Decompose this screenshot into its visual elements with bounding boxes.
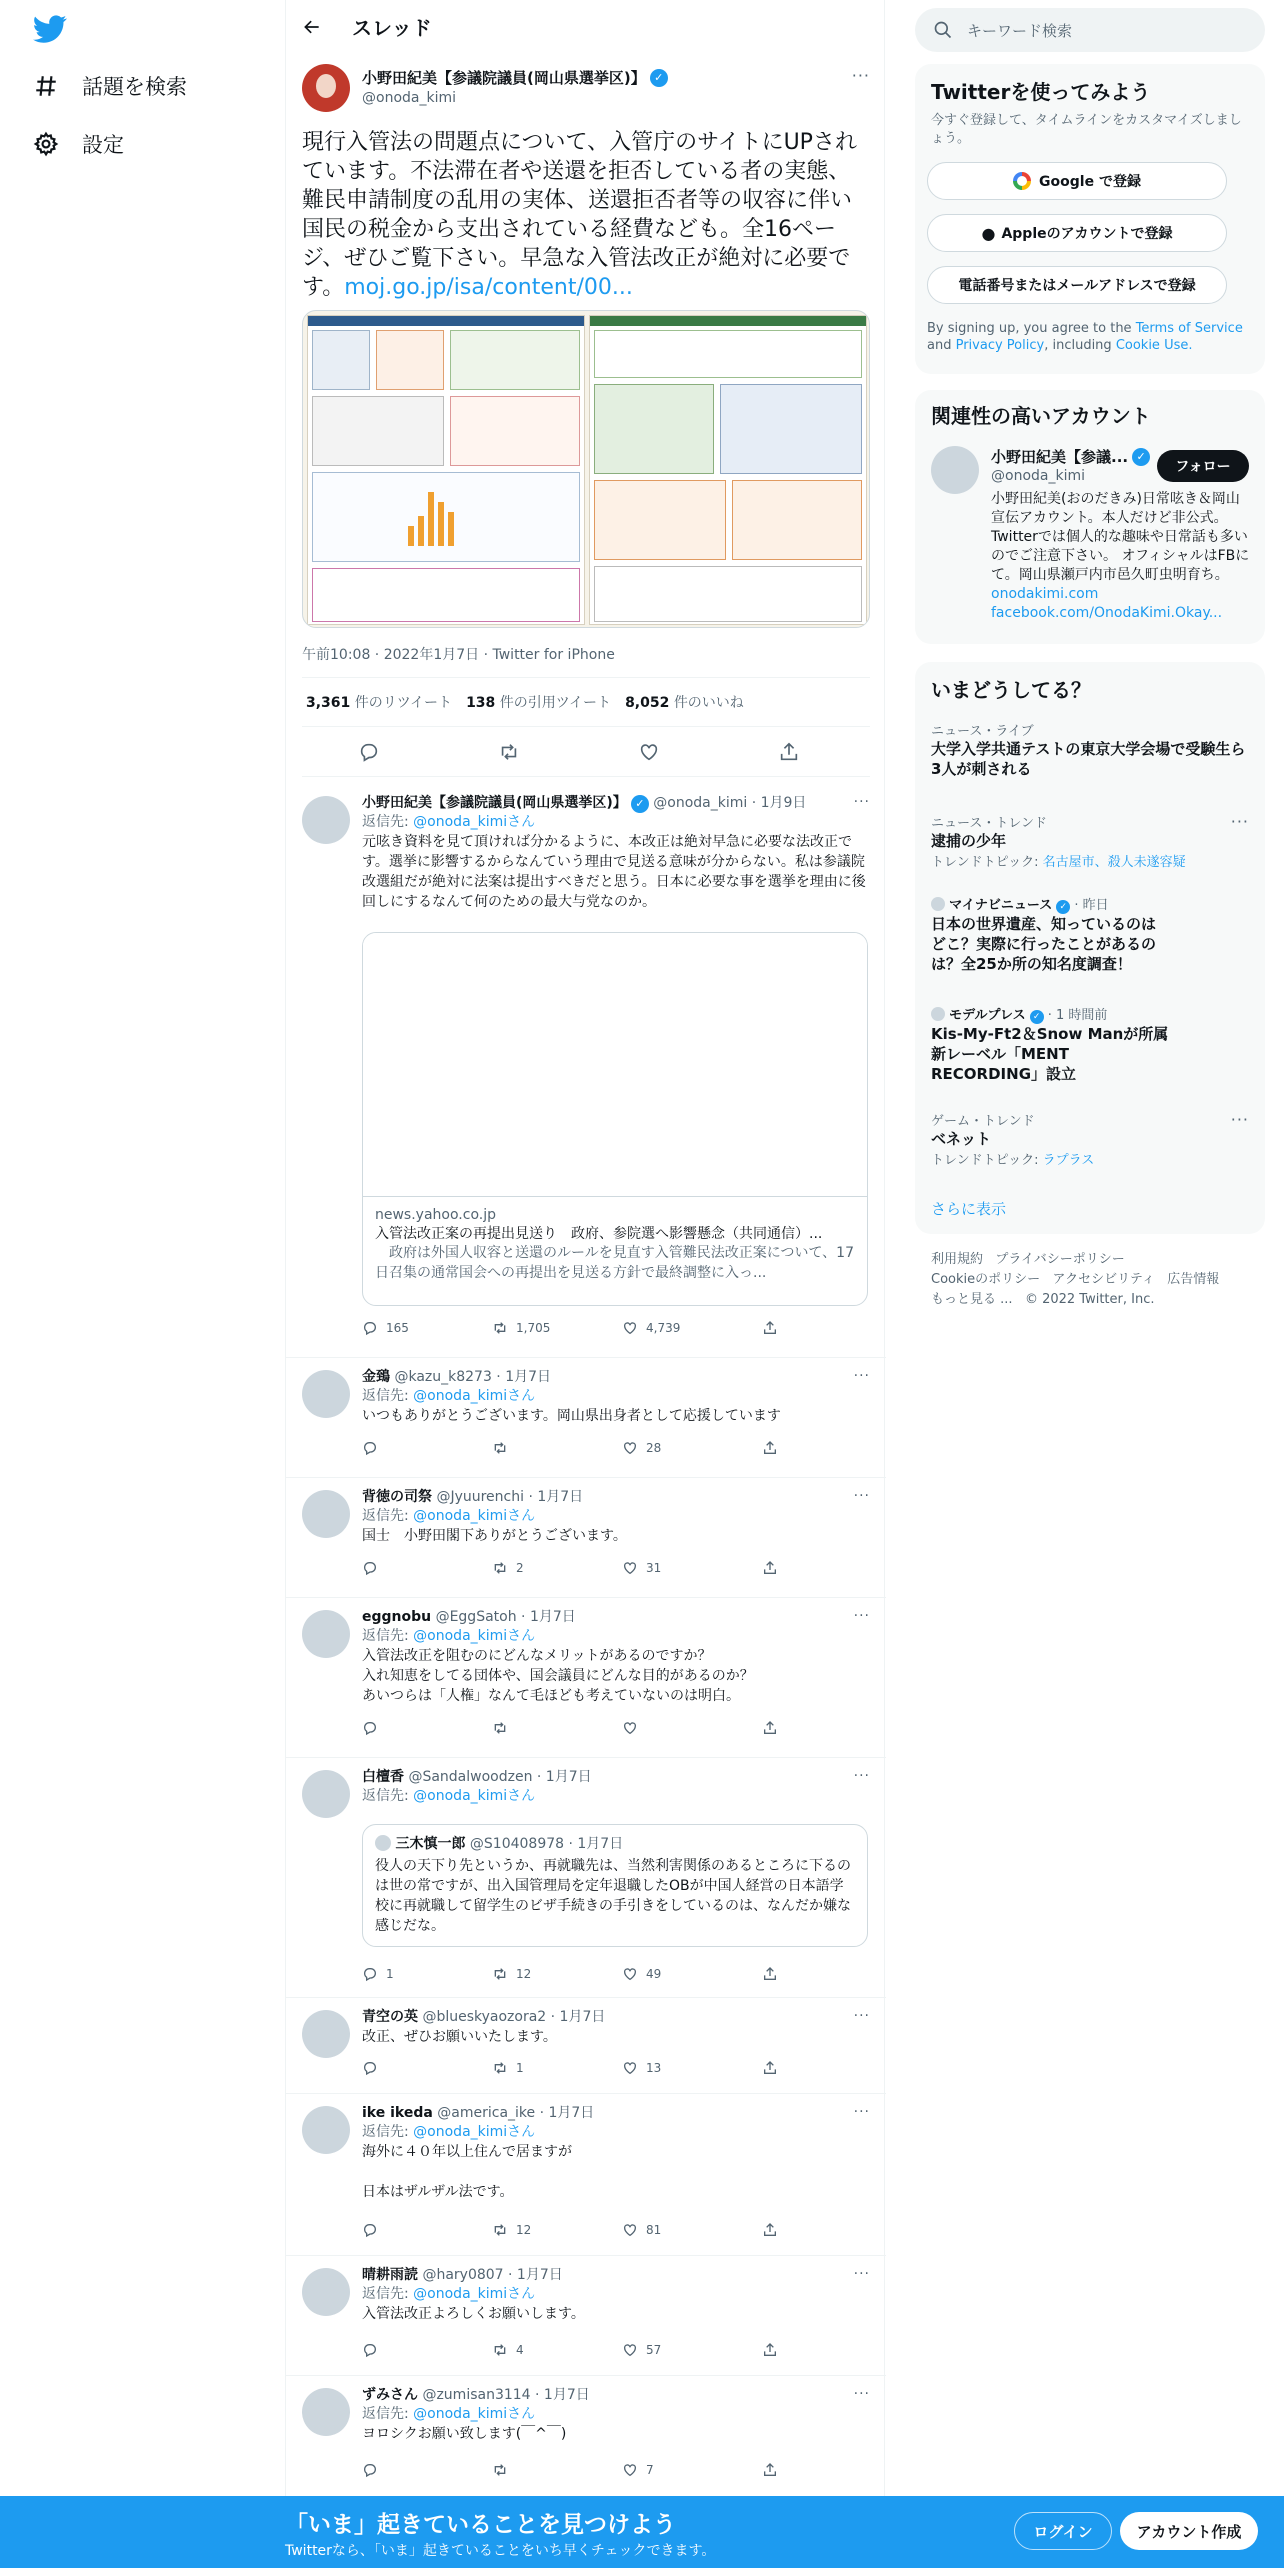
related-bio: 小野田紀美(おのだきみ)日常呟き＆岡山宣伝アカウント。本人だけど非公式。Twitterでは個人的な趣味や日常話も多いのでご注意下さい。 オフィシャルはFBにて。岡山県瀬戸内市邑久町虫明育ち。 onodakimi.com facebook.com/OnodaKimi.Okay... xyxy=(991,491,1250,621)
trend-item[interactable]: モデルプレス ✓ · 1 時間前 Kis-My-Ft2＆Snow Manが所属 新レーベル「MENT RECORDING」設立 xyxy=(931,1008,1169,1083)
signup-banner xyxy=(0,2496,1284,2568)
create-account-button[interactable]: アカウント作成 xyxy=(1120,2512,1258,2550)
like-icon[interactable]: 81 xyxy=(622,2222,661,2238)
author-handle[interactable]: @onoda_kimi xyxy=(362,90,456,106)
quotes-stat[interactable]: 138 件の引用ツイート xyxy=(466,695,612,711)
tweet-actions xyxy=(302,727,870,777)
hashtag-icon xyxy=(32,72,60,100)
author-name: 小野田紀美【参議院議員(岡山県選挙区)】 xyxy=(362,69,646,87)
share-icon[interactable] xyxy=(762,2060,786,2076)
avatar[interactable] xyxy=(302,64,350,112)
reply-icon[interactable]: 165 xyxy=(362,1320,409,1336)
more-options-icon[interactable]: ··· xyxy=(853,1608,870,1624)
retweet-icon[interactable] xyxy=(492,1720,516,1736)
reply-to-link[interactable]: @onoda_kimiさん xyxy=(413,1628,536,1644)
reply-author-name[interactable]: ike ikeda xyxy=(362,2105,433,2121)
more-options-icon[interactable]: ··· xyxy=(853,2386,870,2402)
reply-actions xyxy=(362,1440,812,1460)
retweet-icon[interactable]: 12 xyxy=(492,1966,531,1982)
more-options-icon[interactable]: ··· xyxy=(1230,812,1249,831)
card-image xyxy=(363,933,867,1197)
reply-author-name[interactable]: 背徳の司祭 xyxy=(362,1489,432,1505)
likes-stat[interactable]: 8,052 件のいいね xyxy=(625,695,744,711)
reply-handle[interactable]: @zumisan3114 · 1月7日 xyxy=(422,2387,590,2403)
gear-icon xyxy=(32,130,60,158)
more-options-icon[interactable]: ··· xyxy=(853,2104,870,2120)
more-options-icon[interactable]: ··· xyxy=(853,2008,870,2024)
reply-handle[interactable]: @blueskyaozora2 · 1月7日 xyxy=(422,2009,606,2025)
page-title: スレッド xyxy=(352,16,432,40)
quoted-tweet[interactable] xyxy=(362,1824,868,1947)
card-domain: news.yahoo.co.jp xyxy=(375,1207,496,1223)
retweet-icon[interactable]: 2 xyxy=(492,1560,524,1576)
signup-panel xyxy=(915,64,1265,374)
reply-handle[interactable]: @Jyuurenchi · 1月7日 xyxy=(436,1489,584,1505)
avatar[interactable] xyxy=(302,1490,350,1538)
footer-link[interactable]: 利用規約 xyxy=(931,1252,984,1267)
avatar[interactable] xyxy=(302,2106,350,2154)
nav-explore-label: 話題を検索 xyxy=(82,75,187,99)
tweet-image[interactable] xyxy=(302,310,870,628)
search-box[interactable] xyxy=(915,8,1265,52)
reply-tweet[interactable] xyxy=(286,1598,886,1758)
reply-author-name[interactable]: 金鵄 xyxy=(362,1369,390,1385)
like-icon[interactable]: 4,739 xyxy=(622,1320,680,1336)
reply-author-name[interactable]: ずみさん xyxy=(362,2387,418,2403)
document-page-right xyxy=(589,315,867,625)
trends-title: いまどうしてる？ xyxy=(931,678,1091,702)
reply-to: 返信先: @onoda_kimiさん xyxy=(362,2406,536,2422)
main-column xyxy=(285,0,885,2568)
reply-to-link[interactable]: @onoda_kimiさん xyxy=(413,2286,536,2302)
like-icon[interactable] xyxy=(622,1720,646,1736)
footer-link[interactable]: もっと見る ... xyxy=(931,1292,1013,1307)
reply-actions xyxy=(362,2222,812,2242)
share-icon[interactable] xyxy=(762,2222,786,2238)
footer-link[interactable]: Cookieのポリシー xyxy=(931,1272,1041,1287)
quote-text: 役人の天下り先というか、再就職先は、当然利害関係のあるところに下るのは世の常ですが、出入国管理局を定年退職したOBが中国人経営の日本語学校に再就職して留学生のビザ手続きの手引きをしているのは、なんだか嫌な感じだな。 xyxy=(375,1858,851,1934)
nav-settings[interactable] xyxy=(32,124,124,164)
share-icon[interactable] xyxy=(762,1720,786,1736)
more-options-icon[interactable]: ··· xyxy=(1230,1110,1249,1129)
follow-button[interactable]: フォロー xyxy=(1157,450,1249,482)
avatar[interactable] xyxy=(302,2010,350,2058)
nav-settings-label: 設定 xyxy=(82,133,124,157)
google-signup-button[interactable]: Google で登録 xyxy=(927,162,1227,200)
reply-author-name[interactable]: 小野田紀美【参議院議員(岡山県選挙区)】 xyxy=(362,795,627,811)
reply-icon[interactable]: 1 xyxy=(362,1966,394,1982)
like-icon[interactable]: 28 xyxy=(622,1440,661,1456)
reply-to: 返信先: @onoda_kimiさん xyxy=(362,1788,536,1804)
related-handle: @onoda_kimi xyxy=(991,468,1085,484)
reply-actions xyxy=(362,2060,812,2080)
reply-to-link[interactable]: @onoda_kimiさん xyxy=(413,814,536,830)
tweet-body: 現行入管法の問題点について、入管庁のサイトにUPされています。不法滞在者や送還を拒否している者の実態、難民申請制度の乱用の実体、送還拒否者等の収容に伴い国民の税金から支出されている経費なども。全16ページ、ぜひご覧下さい。早急な入管法改正が絶対に必要です。 xyxy=(302,130,857,300)
avatar[interactable] xyxy=(302,796,350,844)
banner-title: 「いま」起きていることを見つけよう xyxy=(285,2512,676,2538)
reply-to-link[interactable]: @onoda_kimiさん xyxy=(413,1788,536,1804)
avatar[interactable] xyxy=(302,1610,350,1658)
like-icon[interactable] xyxy=(638,727,660,777)
reply-to: 返信先: @onoda_kimiさん xyxy=(362,1628,536,1644)
reply-tweet[interactable] xyxy=(286,1358,886,1478)
reply-handle[interactable]: @EggSatoh · 1月7日 xyxy=(435,1609,576,1625)
apple-icon: ● xyxy=(981,223,996,243)
reply-tweet[interactable] xyxy=(286,2256,886,2376)
tweet-text xyxy=(302,128,870,302)
show-more-link[interactable]: さらに表示 xyxy=(931,1200,1007,1218)
avatar xyxy=(375,1835,391,1851)
reply-actions xyxy=(362,1320,812,1340)
verified-badge-icon: ✓ xyxy=(1132,448,1150,466)
left-nav xyxy=(0,0,285,2568)
trend-item[interactable]: マイナビニュース ✓ · 昨日 日本の世界遺産、知っているのはどこ？実際に行ったことがあるのは？全25か所の知名度調査！ xyxy=(931,898,1157,973)
verified-badge-icon: ✓ xyxy=(631,795,649,813)
quote-author-name: 三木慎一郎 xyxy=(395,1836,466,1852)
reply-icon[interactable] xyxy=(358,727,380,777)
reply-tweet[interactable] xyxy=(286,1998,886,2094)
trend-item[interactable]: ··· ゲーム・トレンド ベネット トレンドトピック: ラプラス xyxy=(931,1110,1249,1168)
reply-actions xyxy=(362,2342,812,2362)
document-page-left xyxy=(307,315,585,625)
reply-to: 返信先: @onoda_kimiさん xyxy=(362,1508,536,1524)
trend-item[interactable]: ニュース・ライブ 大学入学共通テストの東京大学会場で受験生ら3人が刺される xyxy=(931,724,1246,778)
signup-terms: By signing up, you agree to the Terms of Service and Privacy Policy, including Cookie Use. xyxy=(927,321,1243,353)
share-icon[interactable] xyxy=(762,2342,786,2358)
tweet-stats xyxy=(302,677,870,727)
copyright: © 2022 Twitter, Inc. xyxy=(1024,1292,1155,1307)
reply-handle[interactable]: @Sandalwoodzen · 1月7日 xyxy=(408,1769,592,1785)
back-arrow-icon[interactable] xyxy=(302,17,322,37)
google-icon xyxy=(1013,172,1031,190)
more-options-icon[interactable]: ··· xyxy=(853,1368,870,1384)
reply-tweet[interactable] xyxy=(286,2094,886,2256)
more-options-icon[interactable]: ··· xyxy=(851,66,870,85)
reply-text: 元呟き資料を見て頂ければ分かるように、本改正は絶対早急に必要な法改正です。選挙に影響するからなんていう理由で見送る意味が分からない。私は参議院改選組だが絶対に法案は提出すべきだと思う。日本に必要な事を選挙を理由に後回しにするなんて何のための最大与党なのか。 xyxy=(362,834,866,910)
share-icon[interactable] xyxy=(762,1440,786,1456)
search-icon xyxy=(933,20,953,40)
apple-signup-button[interactable]: ● Appleのアカウントで登録 xyxy=(927,214,1227,252)
trends-panel xyxy=(915,662,1265,1234)
avatar[interactable] xyxy=(302,2268,350,2316)
retweet-icon[interactable] xyxy=(498,727,520,777)
like-icon[interactable]: 7 xyxy=(622,2462,654,2478)
more-options-icon[interactable]: ··· xyxy=(853,794,870,810)
quote-handle: @S10408978 · 1月7日 xyxy=(469,1836,624,1852)
reply-text: いつもありがとうございます。岡山県出身者として応援しています xyxy=(362,1408,781,1424)
footer-link[interactable]: 広告情報 xyxy=(1167,1272,1220,1287)
more-options-icon[interactable]: ··· xyxy=(853,2266,870,2282)
reply-to: 返信先: @onoda_kimiさん xyxy=(362,2124,536,2140)
reply-icon[interactable] xyxy=(362,2222,386,2238)
like-icon[interactable]: 13 xyxy=(622,2060,661,2076)
reply-icon[interactable] xyxy=(362,1560,386,1576)
related-title: 関連性の高いアカウント xyxy=(931,404,1151,428)
banner-subtitle: Twitterなら、「いま」起きていることをいち早くチェックできます。 xyxy=(285,2543,716,2559)
avatar[interactable] xyxy=(931,446,979,494)
trend-item[interactable]: ··· ニュース・トレンド 逮捕の少年 トレンドトピック: 名古屋市、殺人未遂容疑 xyxy=(931,812,1249,870)
avatar xyxy=(931,897,945,911)
reply-tweet[interactable] xyxy=(286,1758,886,1998)
signup-title: Twitterを使ってみよう xyxy=(931,80,1151,104)
reply-to-link[interactable]: @onoda_kimiさん xyxy=(413,2124,536,2140)
related-name[interactable]: 小野田紀美【参議... ✓ xyxy=(991,446,1150,467)
reply-to-link[interactable]: @onoda_kimiさん xyxy=(413,2406,536,2422)
retweet-icon[interactable]: 1,705 xyxy=(492,1320,550,1336)
reply-text: 入管法改正よろしくお願いします。 xyxy=(362,2306,585,2322)
reply-to-link[interactable]: @onoda_kimiさん xyxy=(413,1508,536,1524)
reply-text: 海外に４０年以上住んで居ますが 日本はザルザル法です。 xyxy=(362,2144,572,2200)
tweet-link[interactable]: moj.go.jp/isa/content/00... xyxy=(344,275,633,300)
share-icon[interactable] xyxy=(762,1966,786,1982)
terms-link[interactable]: Terms of Service xyxy=(1135,321,1243,336)
privacy-link[interactable]: Privacy Policy xyxy=(955,338,1045,353)
retweet-icon[interactable]: 1 xyxy=(492,2060,524,2076)
signup-subtitle: 今すぐ登録して、タイムラインをカスタマイズしましょう。 xyxy=(931,113,1242,146)
reply-text: ヨロシクお願い致します(￣^￣) xyxy=(362,2426,567,2442)
login-button[interactable]: ログイン xyxy=(1014,2512,1112,2550)
bio-link-2[interactable]: facebook.com/OnodaKimi.Okay... xyxy=(991,605,1223,621)
reply-author-name[interactable]: eggnobu xyxy=(362,1609,432,1625)
reply-handle[interactable]: @kazu_k8273 · 1月7日 xyxy=(394,1369,552,1385)
reply-text: 入管法改正を阻むのにどんなメリットがあるのですか？ 入れ知恵をしてる団体や、国会議員にどんな目的があるのか？ あいつらは「人権」なんて毛ほども考えていないのは明白。 xyxy=(362,1648,754,1704)
more-options-icon[interactable]: ··· xyxy=(853,1488,870,1504)
footer-links xyxy=(931,1250,1219,1310)
avatar xyxy=(931,1007,945,1021)
like-icon[interactable]: 57 xyxy=(622,2342,661,2358)
more-options-icon[interactable]: ··· xyxy=(853,1768,870,1784)
verified-badge-icon: ✓ xyxy=(650,69,668,87)
reply-handle[interactable]: @hary0807 · 1月7日 xyxy=(422,2267,563,2283)
like-icon[interactable]: 31 xyxy=(622,1560,661,1576)
card-description: 政府は外国人収容と送還のルールを見直す入管難民法改正案について、17日召集の通常国会への再提出を見送る方針で最終調整に入っ... xyxy=(375,1245,854,1281)
twitter-logo-icon[interactable] xyxy=(30,12,70,46)
avatar[interactable] xyxy=(302,2388,350,2436)
phone-signup-button[interactable]: 電話番号またはメールアドレスで登録 xyxy=(927,266,1227,304)
reply-icon[interactable] xyxy=(362,2342,386,2358)
share-icon[interactable] xyxy=(762,1320,786,1336)
reply-handle[interactable]: @america_ike · 1月7日 xyxy=(437,2105,595,2121)
cookie-link[interactable]: Cookie Use. xyxy=(1115,338,1193,353)
card-title: 入管法改正案の再提出見送り 政府、参院選へ影響懸念（共同通信）... xyxy=(375,1226,823,1242)
retweet-icon[interactable] xyxy=(492,2462,516,2478)
verified-badge-icon: ✓ xyxy=(1056,900,1070,914)
related-accounts-panel xyxy=(915,390,1265,644)
reply-actions xyxy=(362,1966,812,1986)
tweet-timestamp[interactable]: 午前10:08 · 2022年1月7日 · Twitter for iPhone xyxy=(302,647,615,663)
reply-to-link[interactable]: @onoda_kimiさん xyxy=(413,1388,536,1404)
share-icon[interactable] xyxy=(762,2462,786,2478)
tweet-author[interactable] xyxy=(362,67,668,88)
reply-author-name[interactable]: 晴耕雨読 xyxy=(362,2267,418,2283)
reply-author-name[interactable]: 白檀香 xyxy=(362,1769,404,1785)
reply-actions xyxy=(362,1720,812,1740)
nav-explore[interactable] xyxy=(32,66,187,106)
reply-text: 国士 小野田閣下ありがとうございます。 xyxy=(362,1528,627,1544)
share-icon[interactable] xyxy=(762,1560,786,1576)
link-card[interactable] xyxy=(362,932,868,1306)
share-icon[interactable] xyxy=(778,727,800,777)
reply-to: 返信先: @onoda_kimiさん xyxy=(362,814,536,830)
reply-to: 返信先: @onoda_kimiさん xyxy=(362,2286,536,2302)
search-input[interactable]: キーワード検索 xyxy=(967,21,1073,40)
reply-icon[interactable] xyxy=(362,2462,386,2478)
reply-actions xyxy=(362,2462,812,2482)
reply-actions xyxy=(362,1560,812,1580)
thread-header xyxy=(286,0,886,53)
reply-handle[interactable]: @onoda_kimi · 1月9日 xyxy=(653,795,807,811)
verified-badge-icon: ✓ xyxy=(1030,1010,1044,1024)
avatar[interactable] xyxy=(302,1770,350,1818)
avatar[interactable] xyxy=(302,1370,350,1418)
retweet-icon[interactable]: 12 xyxy=(492,2222,531,2238)
retweet-icon[interactable]: 4 xyxy=(492,2342,524,2358)
reply-author-name[interactable]: 青空の英 xyxy=(362,2009,418,2025)
footer-link[interactable]: プライバシーポリシー xyxy=(995,1252,1125,1267)
footer-link[interactable]: アクセシビリティ xyxy=(1052,1272,1155,1287)
retweet-icon[interactable] xyxy=(492,1440,516,1456)
reply-tweet[interactable] xyxy=(286,2376,886,2496)
bio-link-1[interactable]: onodakimi.com xyxy=(991,586,1099,602)
like-icon[interactable]: 49 xyxy=(622,1966,661,1982)
retweets-stat[interactable]: 3,361 件のリツイート xyxy=(306,695,453,711)
reply-icon[interactable] xyxy=(362,1720,386,1736)
reply-text: 改正、ぜひお願いいたします。 xyxy=(362,2029,557,2045)
reply-icon[interactable] xyxy=(362,1440,386,1456)
reply-tweet[interactable] xyxy=(286,1478,886,1598)
reply-to: 返信先: @onoda_kimiさん xyxy=(362,1388,536,1404)
reply-tweet[interactable] xyxy=(286,784,886,1358)
reply-icon[interactable] xyxy=(362,2060,386,2076)
